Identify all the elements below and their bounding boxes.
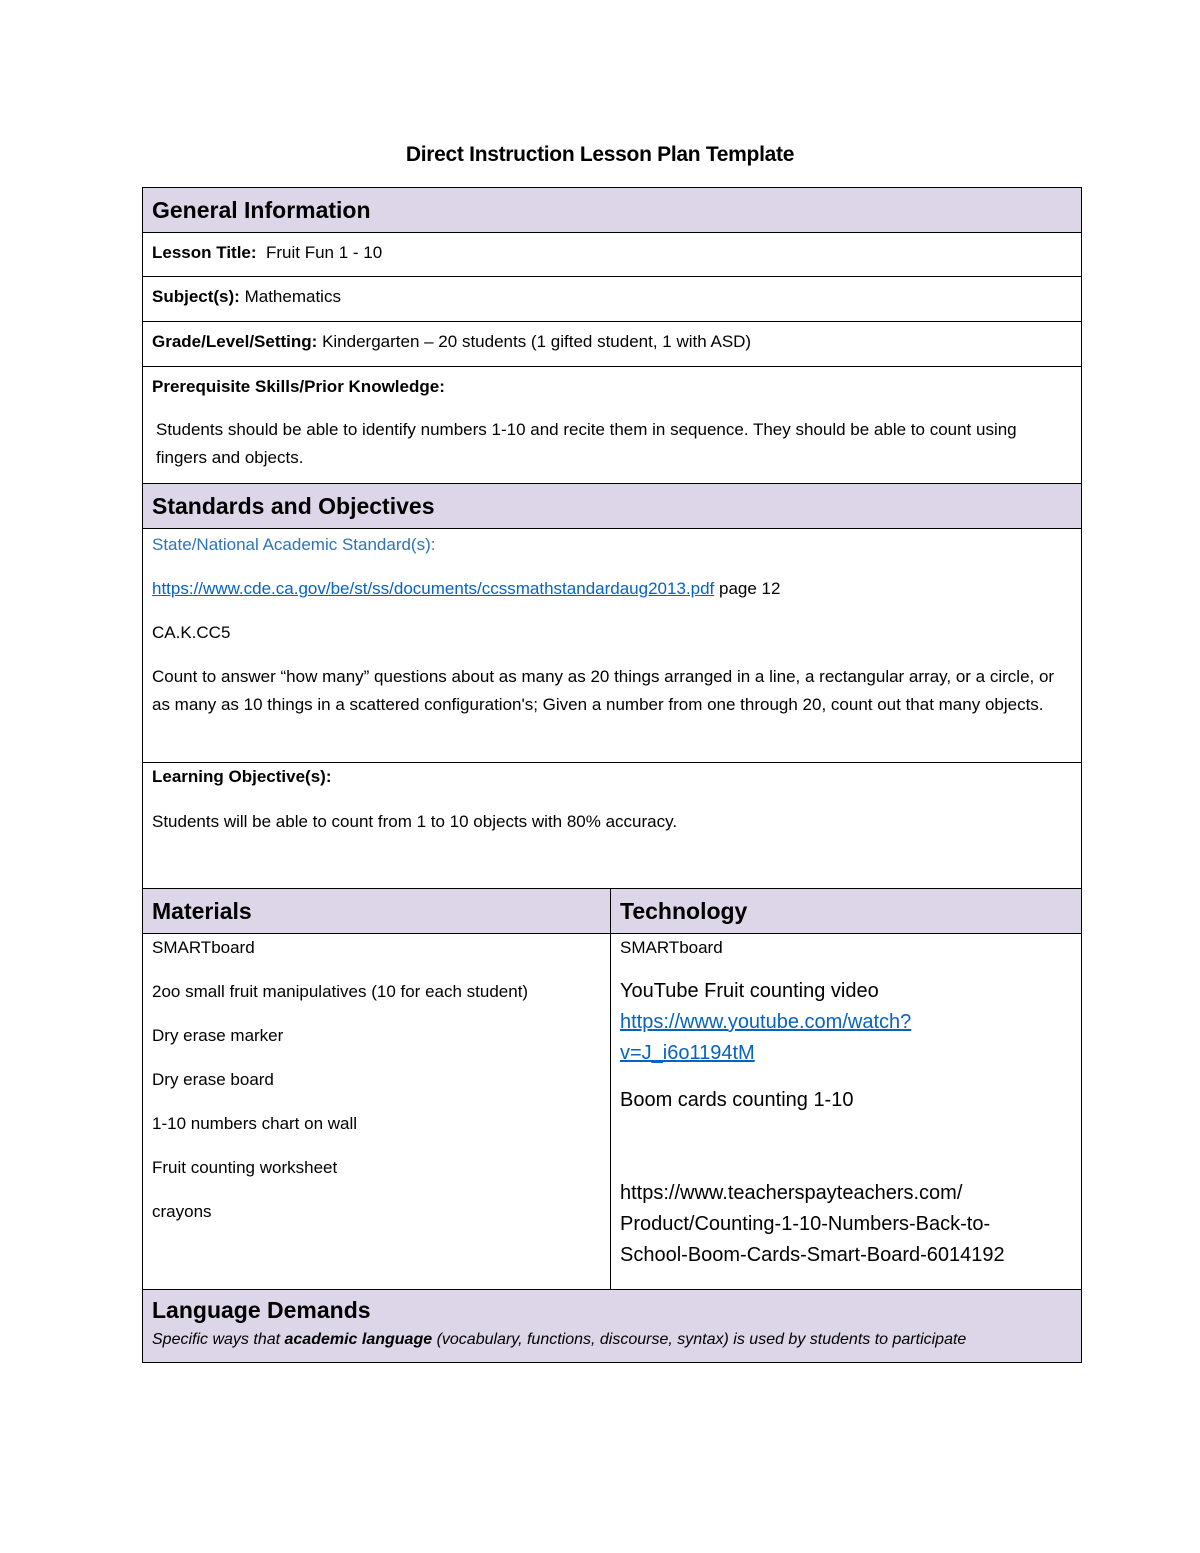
standard-page: page 12: [719, 579, 781, 598]
language-demands-text: [152, 1326, 1072, 1354]
standard-code: CA.K.CC5: [152, 623, 231, 642]
material-item: 2oo small fruit manipulatives (10 for each student): [152, 982, 529, 1001]
lesson-title-row: [143, 233, 1082, 277]
language-text-after: (vocabulary, functions, discourse, syntax) is used by students to participate: [432, 1331, 967, 1348]
youtube-link-continued[interactable]: v=J_i6o1194tM: [620, 1042, 755, 1064]
boom-cards-label: Boom cards counting 1-10: [620, 1089, 854, 1111]
objective-row: [143, 763, 1082, 889]
language-demands-header: [143, 1290, 1082, 1363]
standard-link[interactable]: https://www.cde.ca.gov/be/st/ss/documents/ccssmathstandardaug2013.pdf: [152, 579, 715, 598]
technology-item-smartboard: SMARTboard: [620, 938, 723, 957]
prerequisite-row: [143, 367, 1082, 484]
tpt-url-line-1: https://www.teacherspayteachers.com/: [620, 1182, 963, 1204]
material-item: Fruit counting worksheet: [152, 1158, 338, 1177]
subjects-label: Subject(s):: [152, 287, 240, 306]
youtube-link[interactable]: https://www.youtube.com/watch?: [620, 1011, 912, 1033]
objective-text: Students will be able to count from 1 to 10 objects with 80% accuracy.: [152, 812, 678, 831]
material-item: SMARTboard: [152, 938, 255, 957]
grade-value: Kindergarten – 20 students (1 gifted student, 1 with ASD): [322, 332, 752, 351]
material-item: Dry erase marker: [152, 1026, 284, 1045]
materials-header: [143, 889, 611, 934]
grade-label: Grade/Level/Setting:: [152, 332, 318, 351]
technology-header: [611, 889, 1082, 934]
tpt-url-line-3: School-Boom-Cards-Smart-Board-6014192: [620, 1244, 1005, 1266]
prerequisite-label: Prerequisite Skills/Prior Knowledge:: [152, 377, 445, 396]
objective-label: Learning Objective(s):: [152, 767, 332, 786]
language-demands-heading: Language Demands: [152, 1297, 371, 1323]
lesson-plan-table: [142, 187, 1082, 1363]
standard-text: Count to answer “how many” questions about as many as 20 things arranged in a line, a rectangular array, or a circle, or as many as 10 things in a scattered configuration's; Given a number from one through 20, count out that many objects.: [152, 667, 1055, 714]
grade-row: [143, 322, 1082, 367]
general-information-header: [143, 188, 1082, 233]
youtube-video-label: YouTube Fruit counting video: [620, 980, 879, 1002]
general-information-heading: General Information: [152, 197, 371, 223]
standards-heading: Standards and Objectives: [152, 493, 435, 519]
prerequisite-text: Students should be able to identify numbers 1-10 and recite them in sequence. They should be able to count using fingers and objects.: [156, 420, 1017, 467]
language-text-before: Specific ways that: [152, 1331, 285, 1348]
technology-heading: Technology: [620, 898, 748, 924]
subjects-value: Mathematics: [244, 287, 341, 306]
standards-header: [143, 484, 1082, 529]
materials-heading: Materials: [152, 898, 252, 924]
document-title: Direct Instruction Lesson Plan Template: [405, 143, 795, 166]
technology-cell: [611, 934, 1082, 1290]
lesson-title-value: Fruit Fun 1 - 10: [266, 243, 383, 262]
standards-row: [143, 529, 1082, 763]
tpt-url-line-2: Product/Counting-1-10-Numbers-Back-to-: [620, 1213, 991, 1235]
materials-cell: [143, 934, 611, 1290]
state-standard-label: State/National Academic Standard(s):: [152, 535, 436, 554]
material-item: 1-10 numbers chart on wall: [152, 1114, 358, 1133]
language-text-bold: academic language: [284, 1331, 433, 1348]
subjects-row: [143, 277, 1082, 322]
lesson-title-label: Lesson Title:: [152, 243, 257, 262]
material-item: Dry erase board: [152, 1070, 274, 1089]
material-item: crayons: [152, 1202, 212, 1221]
